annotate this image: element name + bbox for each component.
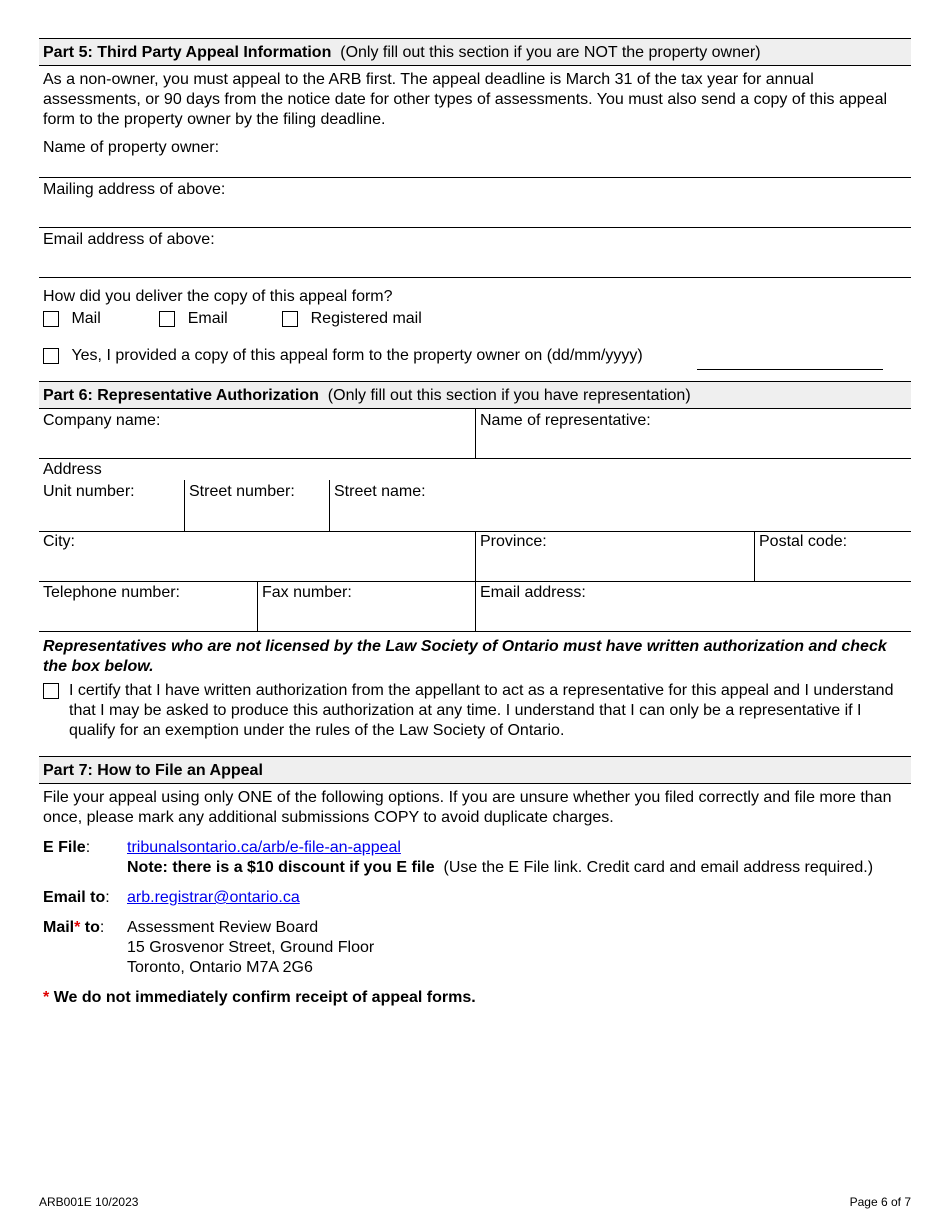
mailing-address-field[interactable] xyxy=(39,178,911,228)
efile-option xyxy=(39,828,911,878)
email-to-label: Email to xyxy=(43,889,106,906)
mail-to-label-group xyxy=(43,918,127,978)
company-name-label: Company name: xyxy=(43,412,161,429)
certify-checkbox[interactable] xyxy=(43,683,59,699)
address-row xyxy=(39,480,911,532)
disclaimer-asterisk: * xyxy=(43,989,50,1006)
page-number: Page 6 of 7 xyxy=(849,1195,911,1209)
province-label: Province: xyxy=(480,533,547,550)
province-field[interactable] xyxy=(475,532,754,581)
owner-name-label: Name of property owner: xyxy=(43,139,220,156)
email-option xyxy=(39,878,911,908)
street-name-label: Street name: xyxy=(334,483,426,500)
mail-checkbox[interactable] xyxy=(43,311,59,327)
owner-email-field[interactable] xyxy=(39,228,911,278)
mail-label: Mail xyxy=(43,919,75,936)
mail-colon: : xyxy=(99,919,105,936)
mail-address-line-1: Assessment Review Board xyxy=(127,919,319,936)
contact-row xyxy=(39,582,911,632)
unit-number-label: Unit number: xyxy=(43,483,135,500)
street-number-field[interactable] xyxy=(184,480,329,531)
form-id: ARB001E 10/2023 xyxy=(39,1195,139,1209)
part7-header xyxy=(39,756,911,784)
representative-email-label: Email address: xyxy=(480,584,586,601)
representative-email-field[interactable] xyxy=(475,582,911,631)
efile-details xyxy=(127,838,911,878)
fax-label: Fax number: xyxy=(262,584,352,601)
part5-intro: As a non-owner, you must appeal to the ARB first. The appeal deadline is March 31 of the tax year for annual assessments, or 90 days from the notice date for other types of assessments. You must also send a copy of this appeal form to the property owner by the filing deadline. xyxy=(43,71,888,128)
part6-note: (Only fill out this section if you have representation) xyxy=(327,387,691,404)
city-label: City: xyxy=(43,533,75,550)
part6-title: Part 6: Representative Authorization xyxy=(43,387,319,404)
registered-mail-option-label: Registered mail xyxy=(310,310,422,327)
delivery-question: How did you deliver the copy of this appeal form? xyxy=(43,288,393,305)
owner-email-label: Email address of above: xyxy=(43,231,215,248)
mail-asterisk: * xyxy=(74,919,81,936)
mail-address-line-2: 15 Grosvenor Street, Ground Floor xyxy=(127,939,375,956)
representative-name-label: Name of representative: xyxy=(480,412,651,429)
mail-option-label: Mail xyxy=(71,310,101,327)
copy-provided-row xyxy=(39,333,911,378)
unit-number-field[interactable] xyxy=(39,480,184,531)
part5-header xyxy=(39,38,911,66)
part6-header xyxy=(39,381,911,409)
licensing-note: Representatives who are not licensed by the Law Society of Ontario must have written authorization and check the box below. xyxy=(43,638,887,675)
part7-intro: File your appeal using only ONE of the following options. If you are unsure whether you filed correctly and file more than once, please mark any additional submissions COPY to avoid duplicate charges. xyxy=(43,789,892,826)
certify-text: I certify that I have written authorization from the appellant to act as a representative for this appeal and I understand that I may be asked to produce this authorization at any time. I understand that I can only be a representative if I qualify for an exemption under the rules of the Law Society of Ontario. xyxy=(69,682,894,739)
part5-title: Part 5: Third Party Appeal Information xyxy=(43,44,332,61)
fax-field[interactable] xyxy=(257,582,475,631)
efile-label-group xyxy=(43,838,127,878)
telephone-label: Telephone number: xyxy=(43,584,180,601)
postal-code-label: Postal code: xyxy=(759,533,848,550)
registrar-email-link[interactable]: arb.registrar@ontario.ca xyxy=(127,889,300,906)
email-to-label-group xyxy=(43,888,127,908)
mail-address-line-3: Toronto, Ontario M7A 2G6 xyxy=(127,959,313,976)
company-name-field[interactable] xyxy=(39,409,475,458)
efile-note-rest: (Use the E File link. Credit card and email address required.) xyxy=(443,859,874,876)
owner-name-field[interactable] xyxy=(39,130,911,178)
receipt-disclaimer xyxy=(39,978,911,1008)
mail-to-label: to xyxy=(80,919,100,936)
copy-date-input[interactable] xyxy=(697,369,883,370)
email-option-label: Email xyxy=(187,310,228,327)
form-page xyxy=(39,38,911,1008)
efile-discount-note: Note: there is a $10 discount if you E file xyxy=(127,859,435,876)
part5-note: (Only fill out this section if you are NOT the property owner) xyxy=(340,44,761,61)
delivery-options xyxy=(39,307,911,333)
registered-mail-checkbox[interactable] xyxy=(282,311,298,327)
copy-provided-checkbox[interactable] xyxy=(43,348,59,364)
efile-label: E File xyxy=(43,839,86,856)
representative-name-field[interactable] xyxy=(475,409,911,458)
certify-row xyxy=(39,677,911,756)
efile-link[interactable]: tribunalsontario.ca/arb/e-file-an-appeal xyxy=(127,839,401,856)
part7-title: Part 7: How to File an Appeal xyxy=(43,762,263,779)
telephone-field[interactable] xyxy=(39,582,257,631)
email-checkbox[interactable] xyxy=(159,311,175,327)
city-field[interactable] xyxy=(39,532,475,581)
mailing-address-block xyxy=(127,918,911,978)
city-row xyxy=(39,532,911,582)
street-name-field[interactable] xyxy=(329,480,911,531)
mailing-address-label: Mailing address of above: xyxy=(43,181,226,198)
copy-provided-label: Yes, I provided a copy of this appeal form to the property owner on (dd/mm/yyyy) xyxy=(71,347,643,364)
disclaimer-text: We do not immediately confirm receipt of appeal forms. xyxy=(53,989,476,1006)
street-number-label: Street number: xyxy=(189,483,295,500)
postal-code-field[interactable] xyxy=(754,532,911,581)
address-heading: Address xyxy=(43,461,102,478)
mail-option xyxy=(39,908,911,978)
efile-colon: : xyxy=(85,839,91,856)
email-to-colon: : xyxy=(105,889,110,906)
company-row xyxy=(39,409,911,459)
